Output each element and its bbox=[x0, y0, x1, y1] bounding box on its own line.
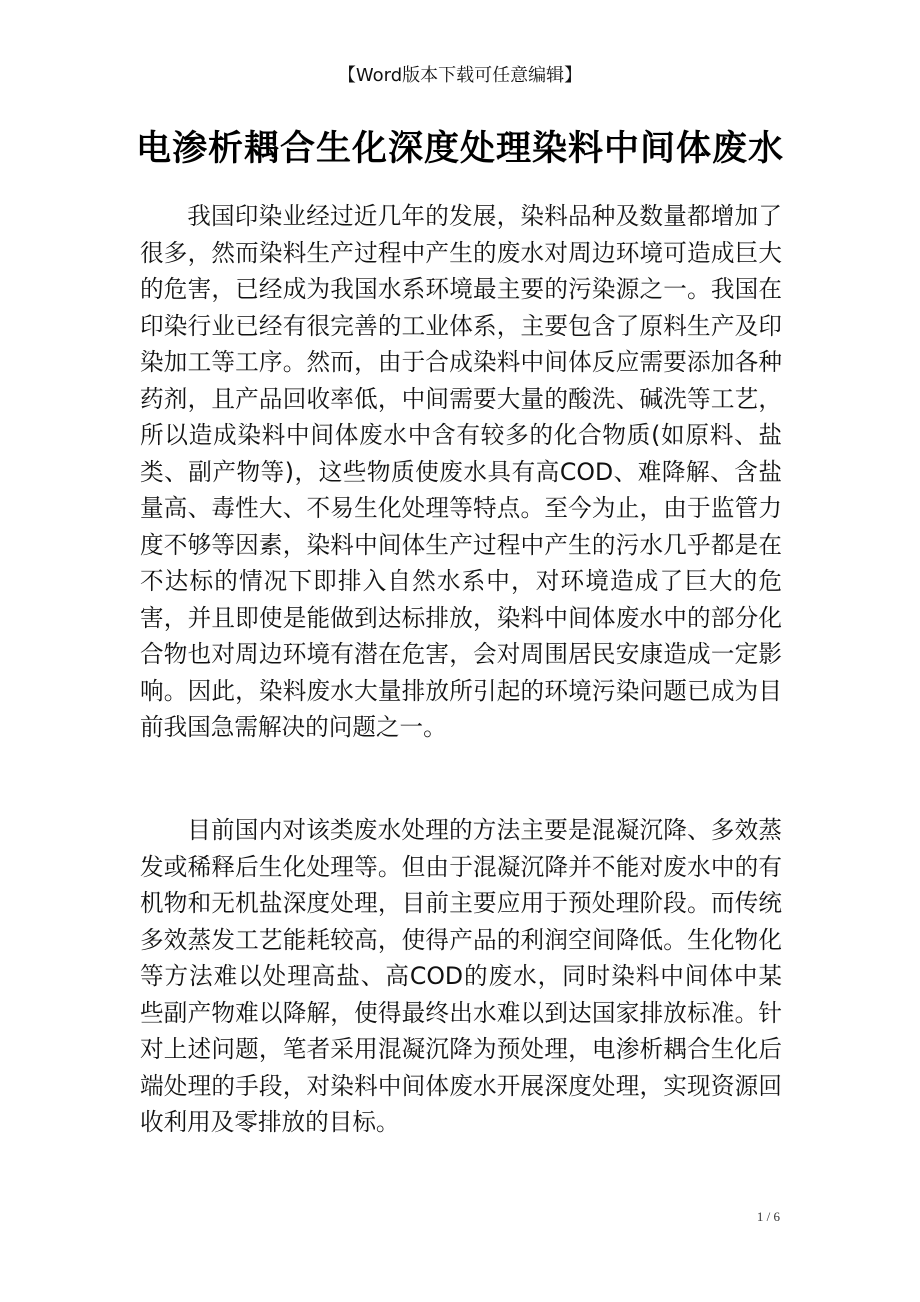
download-note-header: 【Word版本下载可任意编辑】 bbox=[337, 65, 583, 86]
page-number: 1 / 6 bbox=[756, 1209, 780, 1224]
document-title: 电渗析耦合生化深度处理染料中间体废水 bbox=[135, 128, 784, 169]
body-paragraph-2: 目前国内对该类废水处理的方法主要是混凝沉降、多效蒸发或稀释后生化处理等。但由于混凝沉降并不能对废水中的有机物和无机盐深度处理，目前主要应用于预处理阶段。而传统多效蒸发工艺能耗较高，使得产品的利润空间降低。生化物化等方法难以处理高盐、高COD的废水，同时染料中间体中某些副产物难以降解，使得最终出水难以到达国家排放标准。针对上述问题，笔者采用混凝沉降为预处理，电渗析耦合生化后端处理的手段，对染料中间体废水开展深度处理，实现资源回收利用及零排放的目标。 bbox=[140, 816, 782, 1136]
body-paragraph-1: 我国印染业经过近几年的发展，染料品种及数量都增加了很多，然而染料生产过程中产生的废水对周边环境可造成巨大的危害，已经成为我国水系环境最主要的污染源之一。我国在印染行业已经有很完善的工业体系，主要包含了原料生产及印染加工等工序。然而，由于合成染料中间体反应需要添加各种药剂，且产品回收率低，中间需要大量的酸洗、碱洗等工艺，所以造成染料中间体废水中含有较多的化合物质(如原料、盐类、副产物等)，这些物质使废水具有高COD、难降解、含盐量高、毒性大、不易生化处理等特点。至今为止，由于监管力度不够等因素，染料中间体生产过程中产生的污水几乎都是在不达标的情况下即排入自然水系中，对环境造成了巨大的危害，并且即使是能做到达标排放，染料中间体废水中的部分化合物也对周边环境有潜在危害，会对周围居民安康造成一定影响。因此，染料废水大量排放所引起的环境污染问题已成为目前我国急需解决的问题之一。 bbox=[140, 202, 782, 741]
